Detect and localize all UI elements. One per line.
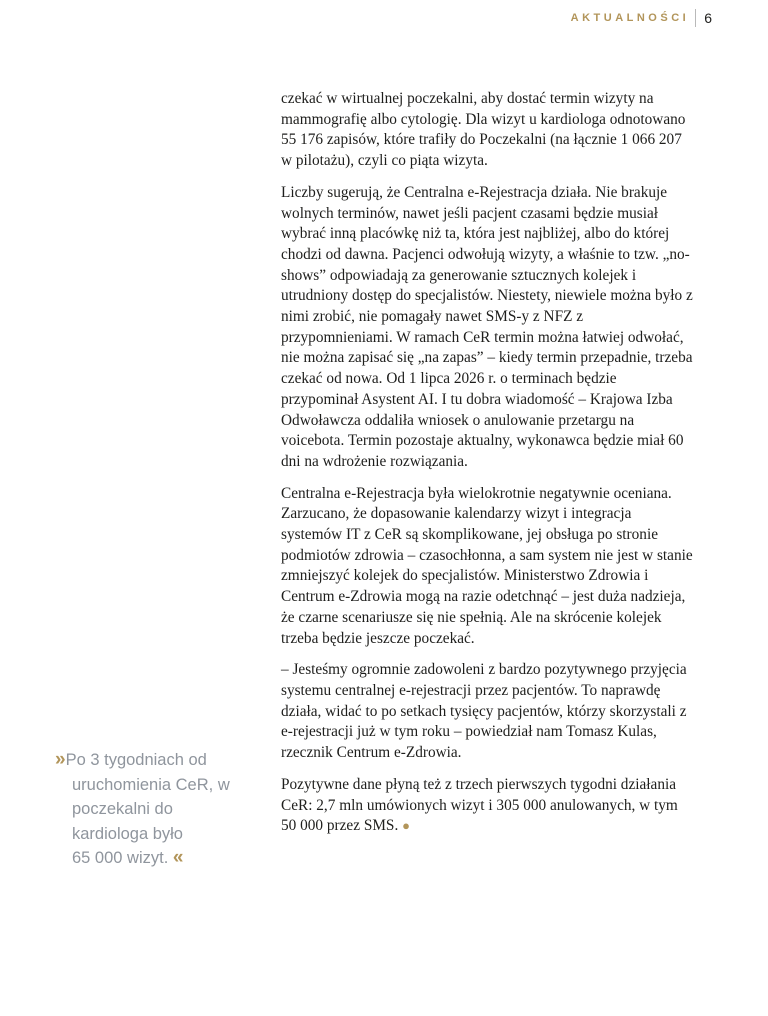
pull-quote-text: Po 3 tygodniach od uruchomienia CeR, w poczekalni do kardiologa było 65 000 wizyt.	[65, 751, 230, 867]
paragraph: – Jesteśmy ogromnie zadowoleni z bardzo pozytywnego przyjęcia systemu centralnej e-rejestracji przez pacjentów. To naprawdę działa, widać to po setkach tysięcy pacjentów, którzy skorzystali z e-rejestracji już w tym roku – powiedział nam Tomasz Kulas, rzecznik Centrum e-Zdrowia.	[281, 661, 687, 762]
header-divider	[695, 9, 696, 27]
paragraph-text: Pozytywne dane płyną też z trzech pierwszych tygodni działania CeR: 2,7 mln umówionych wizyt i 305 000 anulowanych, w tym 50 000 przez SMS.	[281, 775, 678, 835]
paragraph: czekać w wirtualnej poczekalni, aby dostać termin wizyty na mammografię albo cytologię. Dla wizyt u kardiologa odnotowano 55 176 zapisów, które trafiły do Poczekalni (na łącznie 1 066 207 w pilotażu), czyli co piąta wizyta.	[281, 90, 686, 170]
pull-quote	[55, 748, 231, 871]
page-header	[571, 7, 712, 29]
paragraph: Centralna e-Rejestracja była wielokrotnie negatywnie oceniana. Zarzucano, że dopasowanie kalendarzy wizyt i integracja systemów IT z CeR są skomplikowane, jej obsługa po stronie podmiotów zdrowia – czasochłonna, a sam system nie jest w stanie zmniejszyć kolejek do specjalistów. Ministerstwo Zdrowia i Centrum e-Zdrowia mogą na razie odetchnąć – jest duża nadzieja, że czarne scenariusze się nie spełnią. Ale na skrócenie kolejek trzeba będzie jeszcze poczekać.	[281, 484, 693, 647]
close-quote-mark: «	[172, 847, 184, 868]
paragraph: Liczby sugerują, że Centralna e-Rejestracja działa. Nie brakuje wolnych terminów, nawet jeśli pacjent czasami będzie musiał wybrać inną placówkę niż ta, która jest najbliżej, albo do której chodzi od dawna. Pacjenci odwołują wizyty, a właśnie to tzw. „no-shows” odpowiadają za generowanie sztucznych kolejek i utrudniony dostęp do specjalistów. Niestety, niewiele można było z nimi zrobić, nie pomagały nawet SMS-y z NFZ z przypomnieniami. W ramach CeR termin można łatwiej odwołać, nie można zapisać się „na zapas” – kiedy termin przepadnie, trzeba czekać od nowa. Od 1 lipca 2026 r. o terminach będzie przypominał Asystent AI. I tu dobra wiadomość – Krajowa Izba Odwoławcza oddaliła wniosek o anulowanie przetargu na voicebota. Termin pozostaje aktualny, wykonawca będzie miał 60 dni na wdrożenie rozwiązania.	[281, 183, 693, 470]
open-quote-mark: »	[55, 749, 66, 770]
article-body	[281, 89, 695, 837]
section-label: AKTUALNOŚCI	[570, 12, 690, 24]
page-number: 6	[704, 10, 712, 26]
paragraph	[281, 775, 695, 837]
end-of-article-dot: ●	[402, 818, 410, 834]
